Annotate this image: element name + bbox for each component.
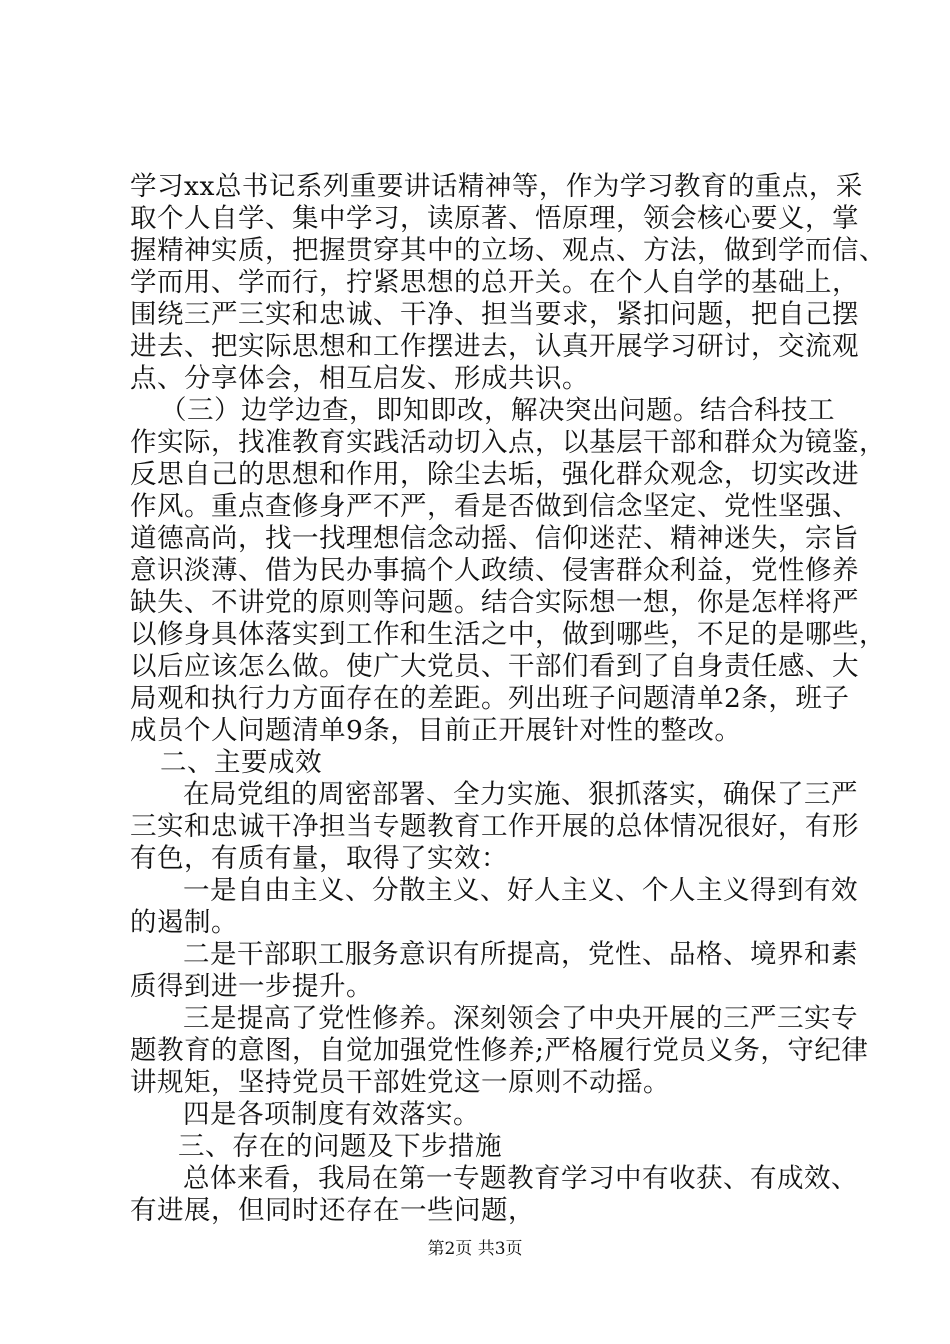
body-text-line: 围绕三严三实和忠诚、干净、担当要求，紧扣问题，把自己摆 (130, 299, 859, 330)
body-text-line: 取个人自学、集中学习，读原著、悟原理，领会核心要义，掌 (130, 203, 859, 234)
body-text-line: 握精神实质，把握贯穿其中的立场、观点、方法，做到学而信、 (130, 235, 886, 266)
body-text-line: 讲规矩，坚持党员干部姓党这一原则不动摇。 (130, 1067, 670, 1098)
body-text-line: 有色，有质有量，取得了实效： (130, 843, 508, 874)
section-heading: 二、主要成效 (160, 747, 322, 778)
section-heading: 三、存在的问题及下步措施 (178, 1131, 502, 1162)
body-text-line: 题教育的意图，自觉加强党性修养;严格履行党员义务，守纪律 (130, 1035, 869, 1066)
body-text-line: 学而用、学而行，拧紧思想的总开关。在个人自学的基础上， (130, 267, 859, 298)
body-text-line: 一是自由主义、分散主义、好人主义、个人主义得到有效 (183, 875, 858, 906)
body-text-line: 有进展，但同时还存在一些问题， (130, 1195, 535, 1226)
section-heading: （三）边学边查，即知即改，解决突出问题。结合科技工 (160, 395, 835, 426)
body-text-line: 缺失、不讲党的原则等问题。结合实际想一想，你是怎样将严 (130, 587, 859, 618)
body-text-line: 质得到进一步提升。 (130, 971, 373, 1002)
body-text-line: 点、分享体会，相互启发、形成共识。 (130, 363, 589, 394)
body-text-line: 成员个人问题清单9条，目前正开展针对性的整改。 (130, 715, 742, 746)
body-text-line: 作风。重点查修身严不严，看是否做到信念坚定、党性坚强、 (130, 491, 859, 522)
body-text-line: 学习xx总书记系列重要讲话精神等，作为学习教育的重点，采 (130, 171, 863, 202)
body-text-line: 总体来看，我局在第一专题教育学习中有收获、有成效、 (183, 1163, 858, 1194)
body-text-line: 反思自己的思想和作用，除尘去垢，强化群众观念，切实改进 (130, 459, 859, 490)
body-text-line: 三实和忠诚干净担当专题教育工作开展的总体情况很好，有形 (130, 811, 859, 842)
body-text-line: 二是干部职工服务意识有所提高，党性、品格、境界和素 (183, 939, 858, 970)
body-text-line: 局观和执行力方面存在的差距。列出班子问题清单2条，班子 (130, 683, 850, 714)
body-text-line: 以后应该怎么做。使广大党员、干部们看到了自身责任感、大 (130, 651, 859, 682)
body-text-line: 作实际，找准教育实践活动切入点，以基层干部和群众为镜鉴， (130, 427, 886, 458)
body-text-line: 三是提高了党性修养。深刻领会了中央开展的三严三实专 (183, 1003, 858, 1034)
body-text-line: 以修身具体落实到工作和生活之中，做到哪些，不足的是哪些， (130, 619, 886, 650)
body-text-line: 意识淡薄、借为民办事搞个人政绩、侵害群众利益，党性修养 (130, 555, 859, 586)
body-text-line: 的遏制。 (130, 907, 238, 938)
body-text-line: 四是各项制度有效落实。 (183, 1099, 480, 1130)
body-text-line: 进去、把实际思想和工作摆进去，认真开展学习研讨，交流观 (130, 331, 859, 362)
body-text-line: 在局党组的周密部署、全力实施、狠抓落实，确保了三严 (183, 779, 858, 810)
body-text-line: 道德高尚，找一找理想信念动摇、信仰迷茫、精神迷失，宗旨 (130, 523, 859, 554)
page-number-footer: 第2页 共3页 (427, 1239, 523, 1259)
